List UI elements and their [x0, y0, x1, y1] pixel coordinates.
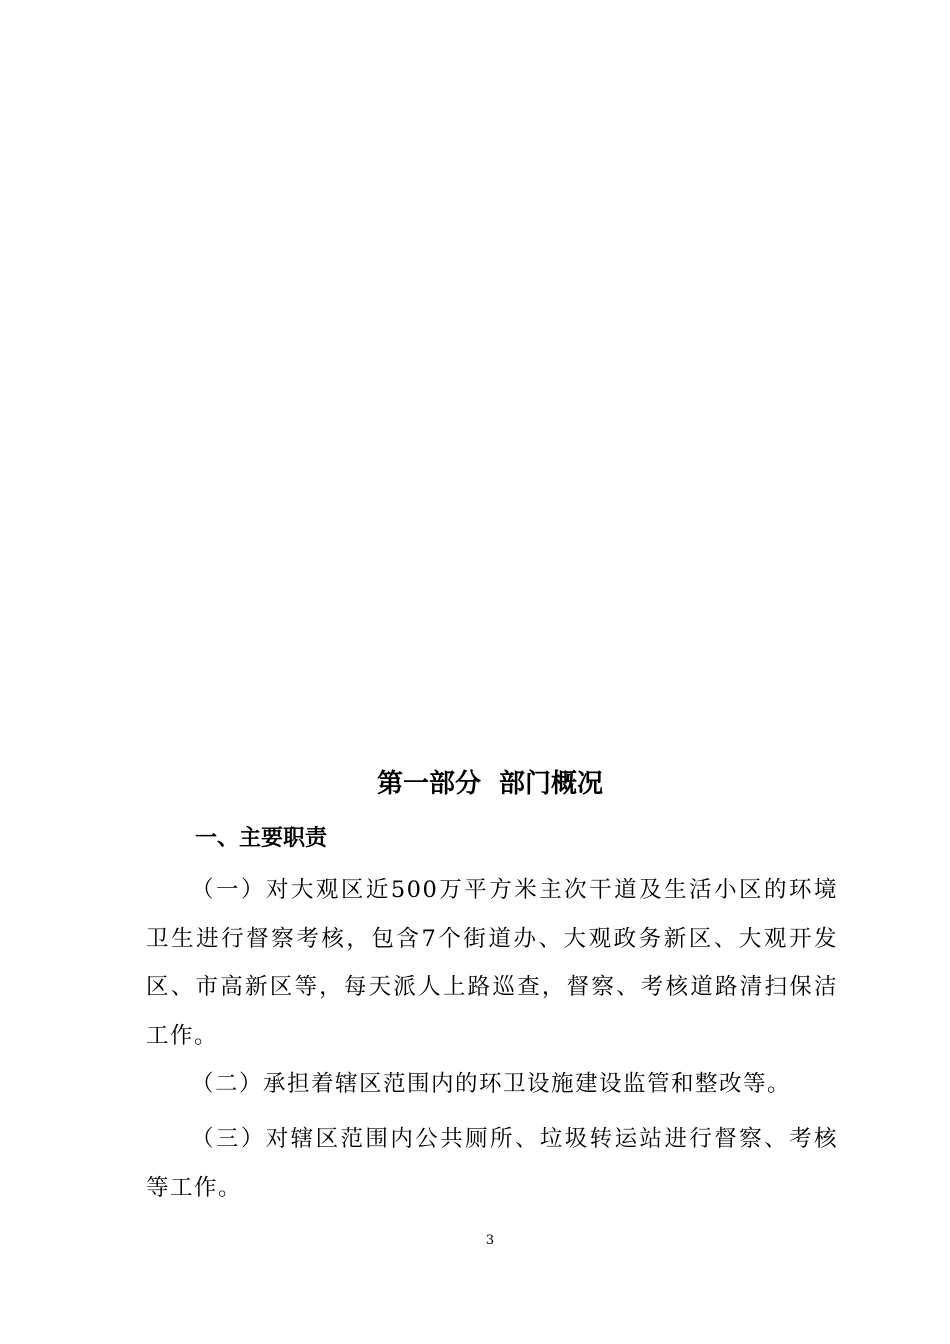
paragraph-duty-2: （二）承担着辖区范围内的环卫设施建设监管和整改等。	[191, 1071, 792, 1097]
heading-main-duties: 一、主要职责	[195, 826, 328, 851]
paragraph-duty-1: （一）对大观区近500万平方米主次干道及生活小区的环境卫生进行督察考核，包含7个街道办、大观政务新区、大观开发区、市高新区等，每天派人上路巡查，督察、考核道路清扫保洁工作。	[146, 877, 838, 1049]
page-number: 3	[485, 1233, 495, 1248]
section-title: 第一部分 部门概况	[376, 769, 604, 799]
paragraph-duty-3: （三）对辖区范围内公共厕所、垃圾转运站进行督察、考核等工作。	[146, 1126, 838, 1201]
